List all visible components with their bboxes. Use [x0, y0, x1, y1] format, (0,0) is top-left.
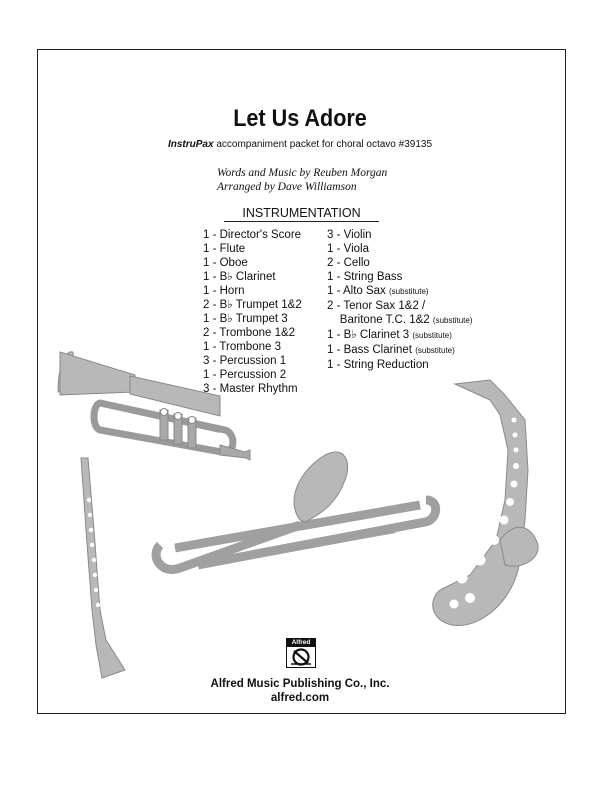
list-item-note: (substitute)	[412, 331, 452, 340]
publisher-url: alfred.com	[270, 692, 330, 704]
list-item: 1 - B♭ Clarinet	[203, 271, 276, 283]
publisher	[0, 677, 600, 705]
list-item: 1 - B♭ Trumpet 3	[203, 313, 288, 325]
page-title: Let Us Adore	[233, 105, 367, 132]
list-item: 1 - Oboe	[203, 257, 248, 269]
list-item	[327, 256, 472, 270]
list-item: 1 - Trombone 3	[203, 341, 281, 353]
publisher-name: Alfred Music Publishing Co., Inc.	[210, 678, 390, 690]
list-item	[327, 343, 472, 358]
saxophone-icon	[433, 380, 538, 626]
list-item-text: 1 - B♭ Clarinet 3	[327, 329, 413, 341]
logo-text: Alfred	[287, 639, 315, 647]
list-item-text: 1 - Alto Sax	[327, 285, 390, 297]
list-item	[327, 299, 472, 313]
list-item-text: 2 - Cello	[327, 257, 370, 269]
list-item: 2 - B♭ Trumpet 1&2	[203, 299, 302, 311]
list-item-text: 2 - Tenor Sax 1&2 /	[327, 300, 426, 312]
list-item-text: 1 - String Reduction	[327, 359, 429, 371]
list-item	[327, 313, 472, 328]
list-item	[327, 270, 472, 284]
trombone-icon	[156, 452, 436, 569]
list-item: 1 - Horn	[203, 285, 245, 297]
list-item: 2 - Trombone 1&2	[203, 327, 296, 339]
instrument-list-right	[327, 228, 472, 372]
list-item-text: 1 - Bass Clarinet	[327, 344, 416, 356]
credit-arranged: Arranged by Dave Williamson	[217, 181, 357, 193]
list-item: 1 - Director's Score	[203, 229, 302, 241]
alfred-logo-icon	[286, 638, 316, 668]
subtitle	[0, 139, 600, 150]
list-item-note: (substitute)	[432, 316, 473, 325]
list-item	[327, 358, 472, 372]
list-item-text: 3 - Violin	[327, 229, 372, 241]
credits	[217, 166, 387, 194]
subtitle-text: accompaniment packet for choral octavo #39135	[213, 139, 433, 150]
list-item-note: (substitute)	[415, 346, 455, 355]
list-item-text: Baritone T.C. 1&2	[327, 314, 433, 326]
logo-mark	[289, 648, 313, 666]
list-item: 1 - Flute	[203, 243, 246, 255]
credit-words-music: Words and Music by Reuben Morgan	[217, 167, 388, 179]
list-item	[327, 242, 472, 256]
list-item	[327, 284, 472, 299]
list-item: 3 - Percussion 1	[203, 355, 287, 367]
list-item-note: (substitute)	[389, 287, 429, 296]
list-item: 1 - Percussion 2	[203, 369, 287, 381]
instrumentation-heading: INSTRUMENTATION	[224, 206, 379, 222]
list-item	[327, 328, 472, 343]
list-item-text: 1 - String Bass	[327, 271, 403, 283]
instrument-list-left	[203, 228, 302, 396]
list-item	[327, 228, 472, 242]
list-item: 3 - Master Rhythm	[203, 383, 298, 395]
subtitle-brand: InstruPax	[167, 139, 214, 150]
list-item-text: 1 - Viola	[327, 243, 369, 255]
clarinet-icon	[81, 458, 125, 678]
